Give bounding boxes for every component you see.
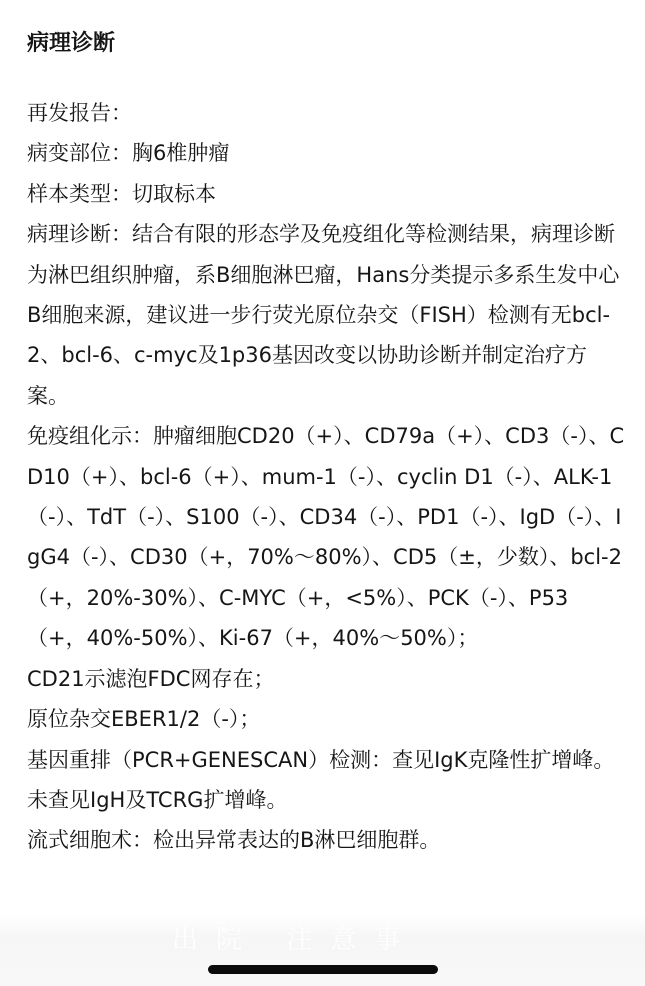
report-line-diagnosis: 病理诊断：结合有限的形态学及免疫组化等检测结果，病理诊断为淋巴组织肿瘤，系B细胞淋巴瘤，Hans分类提示多系生发中心B细胞来源，建议进一步行荧光原位杂交（FISH）检测有无bcl-2、bcl-6、c-myc及1p36基因改变以协助诊断并制定治疗方案。 [27, 222, 620, 408]
report-line-in-situ-hybridization: 原位杂交EBER1/2（-）； [27, 707, 261, 732]
home-indicator[interactable] [208, 965, 438, 974]
report-line-gene-rearrangement: 基因重排（PCR+GENESCAN）检测：查见IgK克隆性扩增峰。未查见IgH及TCRG扩增峰。 [27, 747, 615, 812]
faded-next-section-label: 出院 注意事 [172, 925, 419, 955]
section-title: 病理诊断 [27, 31, 116, 56]
pathology-report [27, 93, 627, 861]
report-line-sample-type: 样本类型：切取标本 [27, 181, 216, 206]
report-line-fdc-network: CD21示滤泡FDC网存在； [27, 666, 275, 691]
report-line-immunohistochemistry: 免疫组化示：肿瘤细胞CD20（+）、CD79a（+）、CD3（-）、CD10（+）、bcl-6（+）、mum-1（-）、cyclin D1（-）、ALK-1（-）、TdT（-）、S100（-）、CD34（-）、PD1（-）、IgD（-）、IgG4（-）、CD30（+，70%～80%）、CD5（±，少数）、bcl-2（+，20%-30%）、C-MYC（+，<5%）、PCK（-）、P53（+，40%-50%）、Ki-67（+，40%～50%）； [27, 424, 625, 651]
report-line-lesion-site: 病变部位：胸6椎肿瘤 [27, 141, 230, 166]
report-line-recurrence: 再发报告： [27, 101, 132, 125]
report-line-flow-cytometry: 流式细胞术：检出异常表达的B淋巴细胞群。 [27, 828, 441, 853]
